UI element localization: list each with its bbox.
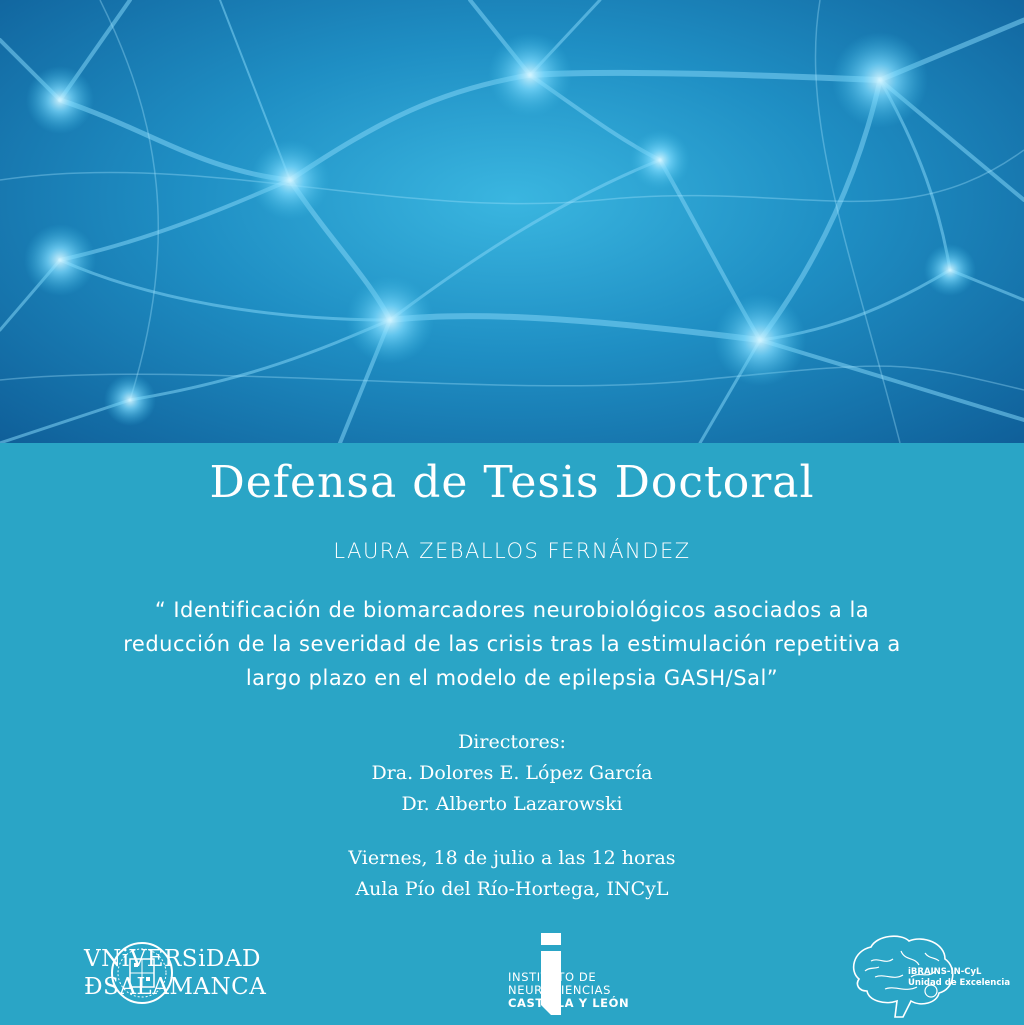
incyl-line: CASTILLA Y LEÓN — [508, 996, 630, 1010]
universidad-salamanca-logo — [12, 939, 272, 1015]
usal-line: VNiVERSiDAD — [84, 946, 261, 972]
date-location-block — [0, 843, 1024, 905]
author-name: LAURA ZEBALLOS FERNÁNDEZ — [333, 539, 691, 563]
directors-block — [0, 727, 1024, 820]
neuron-network-image — [0, 0, 1024, 443]
incyl-logo — [472, 931, 632, 1021]
event-title: Defensa de Tesis Doctoral — [209, 457, 815, 508]
thesis-line: “ Identificación de biomarcadores neurobiológicos asociados a la — [154, 598, 870, 622]
event-details — [0, 443, 1024, 1024]
usal-line: ÐSALAMANCA — [84, 974, 267, 1000]
thesis-title — [30, 593, 994, 695]
director-name: Dra. Dolores E. López García — [371, 762, 653, 784]
thesis-line: largo plazo en el modelo de epilepsia GASH/Sal” — [245, 666, 779, 690]
incyl-line: INSTITUTO DE — [508, 970, 597, 984]
director-name: Dr. Alberto Lazarowski — [401, 793, 623, 815]
directors-label: Directores: — [458, 731, 566, 753]
ibrains-logo — [792, 931, 1012, 1021]
event-date: Viernes, 18 de julio a las 12 horas — [348, 847, 676, 869]
ibrains-line: iBRAINS-IN-CyL — [908, 967, 982, 977]
thesis-line: reducción de la severidad de las crisis tras la estimulación repetitiva a — [123, 632, 901, 656]
ibrains-line: Unidad de Excelencia — [908, 978, 1011, 988]
event-location: Aula Pío del Río-Hortega, INCyL — [355, 878, 669, 900]
incyl-line: NEUROCIENCIAS — [508, 983, 612, 997]
